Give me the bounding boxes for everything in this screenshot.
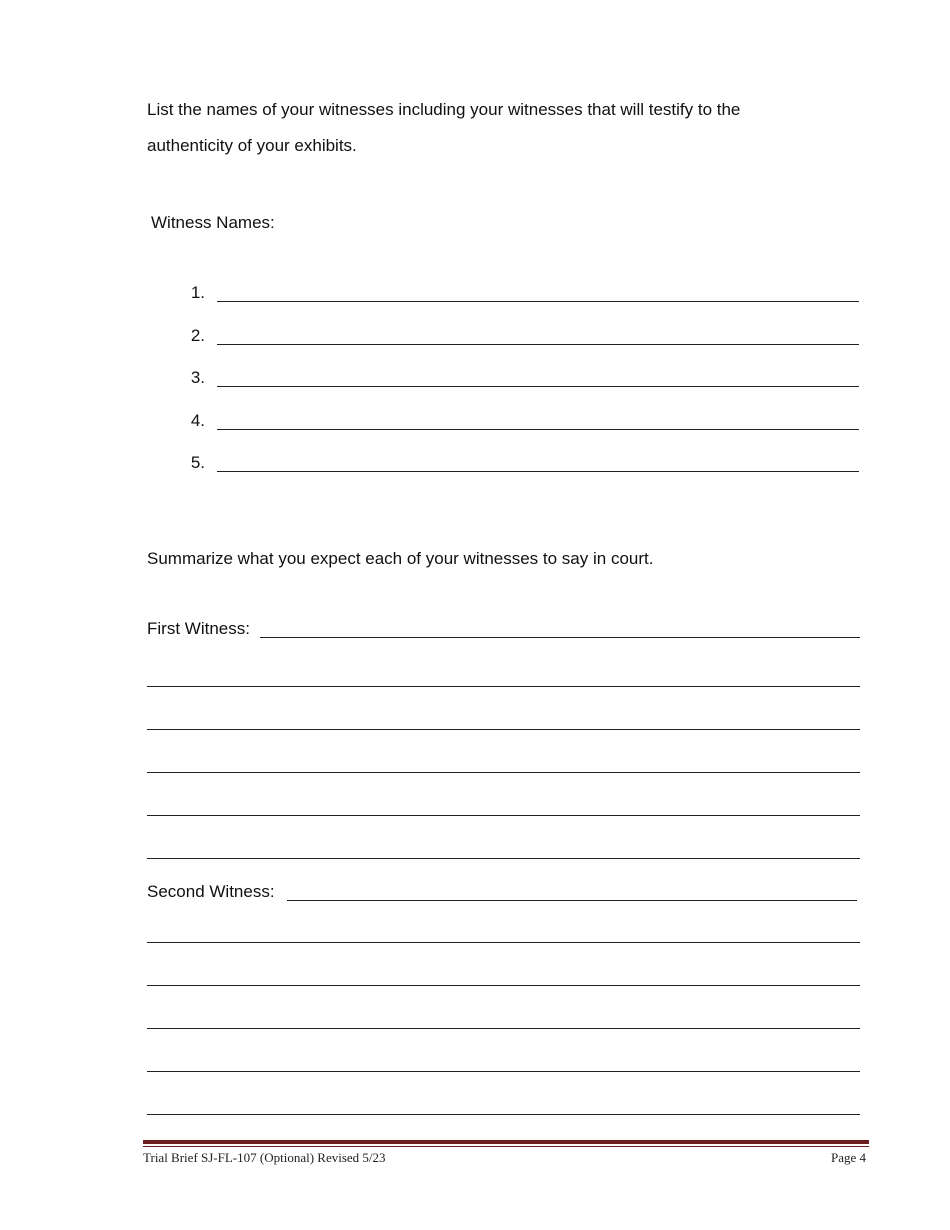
second-witness-label: Second Witness: <box>147 882 275 901</box>
footer-page-number: Page 4 <box>830 1150 866 1165</box>
summary-prompt: Summarize what you expect each of your witnesses to say in court. <box>147 549 654 568</box>
first-witness-label: First Witness: <box>147 619 250 638</box>
summary-line[interactable] <box>147 1071 860 1072</box>
summary-line[interactable] <box>147 686 860 687</box>
witness-name-line[interactable] <box>217 301 859 302</box>
intro-text: List the names of your witnesses including your witnesses that will testify to the <box>147 100 741 119</box>
witness-number: 1. <box>190 283 205 302</box>
summary-line[interactable] <box>147 1114 860 1115</box>
witness-name-line[interactable] <box>217 429 859 430</box>
summary-line[interactable] <box>147 1028 860 1029</box>
first-witness-name-line[interactable] <box>260 637 860 638</box>
witness-number: 5. <box>190 453 205 472</box>
witness-names-label: Witness Names: <box>151 213 275 232</box>
witness-name-line[interactable] <box>217 386 859 387</box>
second-witness-name-line[interactable] <box>287 900 857 901</box>
intro-text-cont: authenticity of your exhibits. <box>147 136 357 155</box>
witness-name-line[interactable] <box>217 471 859 472</box>
summary-line[interactable] <box>147 729 860 730</box>
witness-number: 3. <box>190 368 205 387</box>
witness-name-line[interactable] <box>217 344 859 345</box>
witness-number: 2. <box>190 325 205 345</box>
summary-line[interactable] <box>147 772 860 773</box>
summary-line[interactable] <box>147 815 860 816</box>
footer-rule-thick <box>143 1140 869 1144</box>
summary-line[interactable] <box>147 858 860 859</box>
footer-rule-thin <box>143 1146 869 1147</box>
footer-form-id: Trial Brief SJ-FL-107 (Optional) Revised 5/23 <box>143 1150 386 1165</box>
summary-line[interactable] <box>147 985 860 986</box>
summary-line[interactable] <box>147 942 860 943</box>
witness-number: 4. <box>190 410 205 430</box>
